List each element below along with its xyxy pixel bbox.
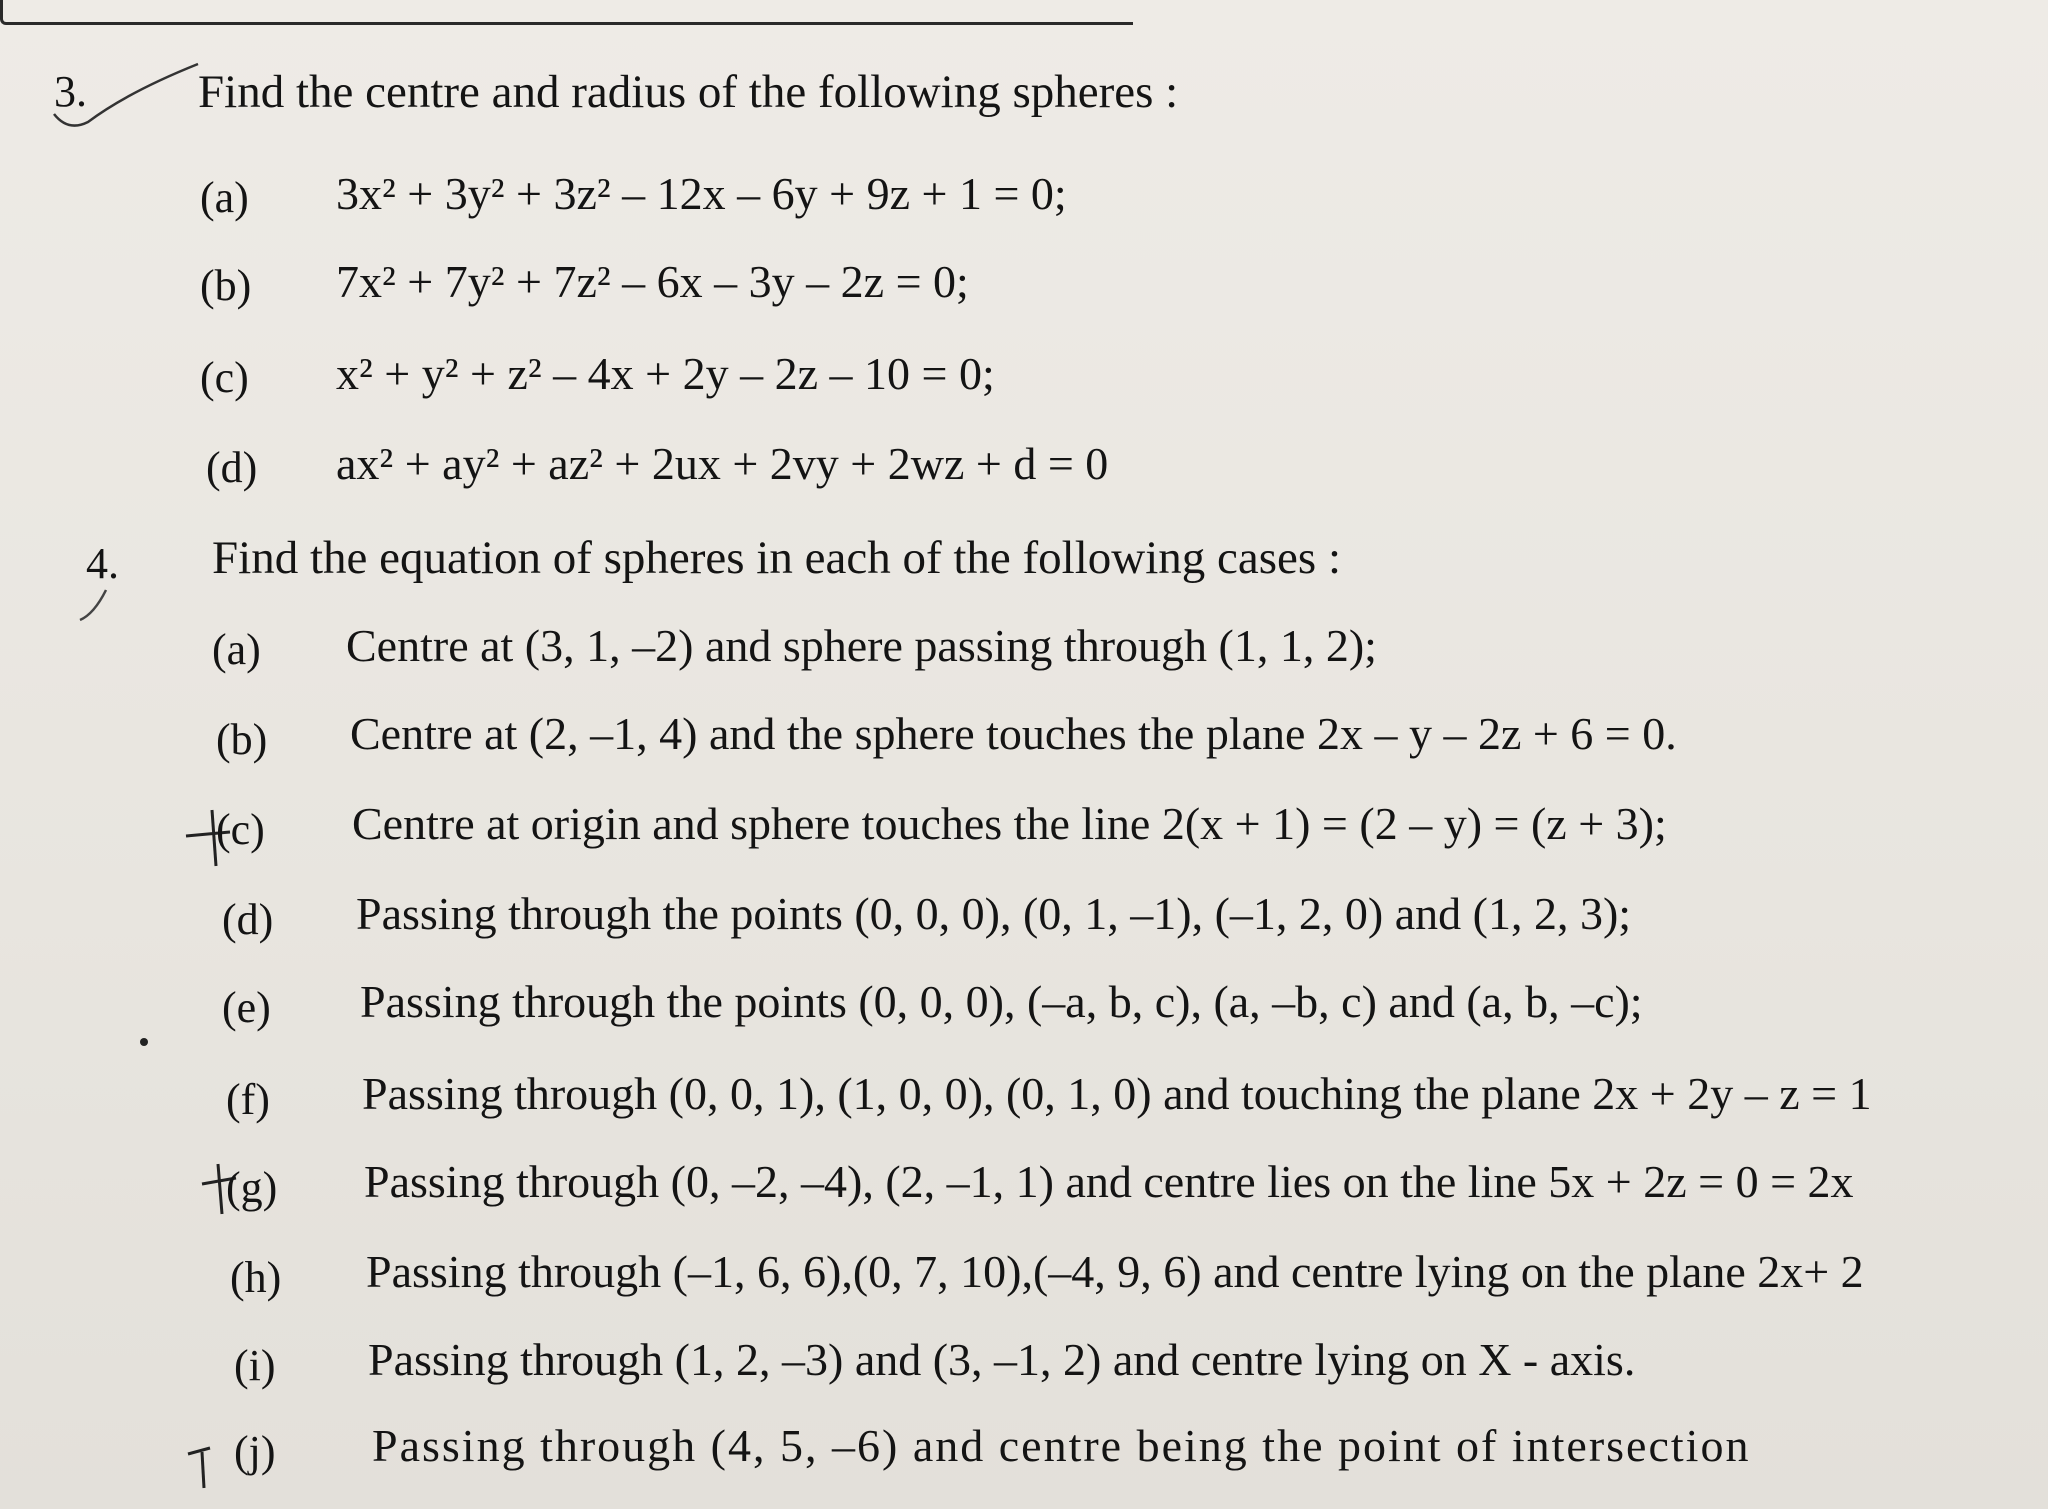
q4-item-c-text: Centre at origin and sphere touches the line 2(x + 1) = (2 – y) = (z + 3); (352, 798, 1667, 849)
q4-item-a-label: (a) (212, 625, 261, 674)
q4-item-c-label: (c) (216, 805, 265, 854)
q3-item-b-text: 7x² + 7y² + 7z² – 6x – 3y – 2z = 0; (336, 256, 969, 307)
q4-item-i-text: Passing through (1, 2, –3) and (3, –1, 2) and centre lying on X - axis. (368, 1334, 1636, 1385)
question-number-3: 3. (54, 67, 87, 116)
pen-mark-j (184, 1432, 234, 1492)
q4-item-g-label: (g) (226, 1163, 278, 1212)
q4-item-h-label: (h) (230, 1253, 282, 1302)
q4-item-f-text: Passing through (0, 0, 1), (1, 0, 0), (0, 1, 0) and touching the plane 2x + 2y – z = 1 (362, 1068, 1872, 1119)
q4-item-e-label: (e) (222, 983, 271, 1032)
q4-item-d-label: (d) (222, 895, 274, 944)
q3-item-a-label: (a) (200, 173, 249, 222)
q4-item-i-label: (i) (234, 1341, 276, 1390)
pen-dot (140, 1038, 148, 1046)
q4-item-h-text: Passing through (–1, 6, 6),(0, 7, 10),(–4, 9, 6) and centre lying on the plane 2x+ 2 (366, 1246, 1864, 1297)
top-border-line (0, 0, 1133, 25)
q4-item-g-text: Passing through (0, –2, –4), (2, –1, 1) and centre lies on the line 5x + 2z = 0 = 2x (364, 1156, 1854, 1207)
q3-item-d-text: ax² + ay² + az² + 2ux + 2vy + 2wz + d = 0 (336, 438, 1109, 489)
q4-item-d-text: Passing through the points (0, 0, 0), (0, 1, –1), (–1, 2, 0) and (1, 2, 3); (356, 888, 1632, 939)
q3-item-d-label: (d) (206, 443, 258, 492)
q4-item-j-text: Passing through (4, 5, –6) and centre being the point of intersection (372, 1420, 1751, 1471)
q4-item-b-label: (b) (216, 715, 268, 764)
question-4-heading: Find the equation of spheres in each of the following cases : (212, 532, 1342, 584)
q4-item-e-text: Passing through the points (0, 0, 0), (–a, b, c), (a, –b, c) and (a, b, –c); (360, 976, 1643, 1027)
q3-item-c-label: (c) (200, 353, 249, 402)
question-3-heading: Find the centre and radius of the following spheres : (198, 66, 1179, 118)
q4-item-j-label: (j) (234, 1427, 276, 1476)
q3-item-b-label: (b) (200, 261, 252, 310)
q3-item-c-text: x² + y² + z² – 4x + 2y – 2z – 10 = 0; (336, 348, 995, 399)
q4-item-f-label: (f) (226, 1075, 270, 1124)
tick-mark-q4 (72, 570, 132, 630)
q4-item-a-text: Centre at (3, 1, –2) and sphere passing through (1, 1, 2); (346, 620, 1377, 671)
q3-item-a-text: 3x² + 3y² + 3z² – 12x – 6y + 9z + 1 = 0; (336, 168, 1067, 219)
q4-item-b-text: Centre at (2, –1, 4) and the sphere touches the plane 2x – y – 2z + 6 = 0. (350, 708, 1677, 759)
question-number-4: 4. (86, 539, 119, 588)
